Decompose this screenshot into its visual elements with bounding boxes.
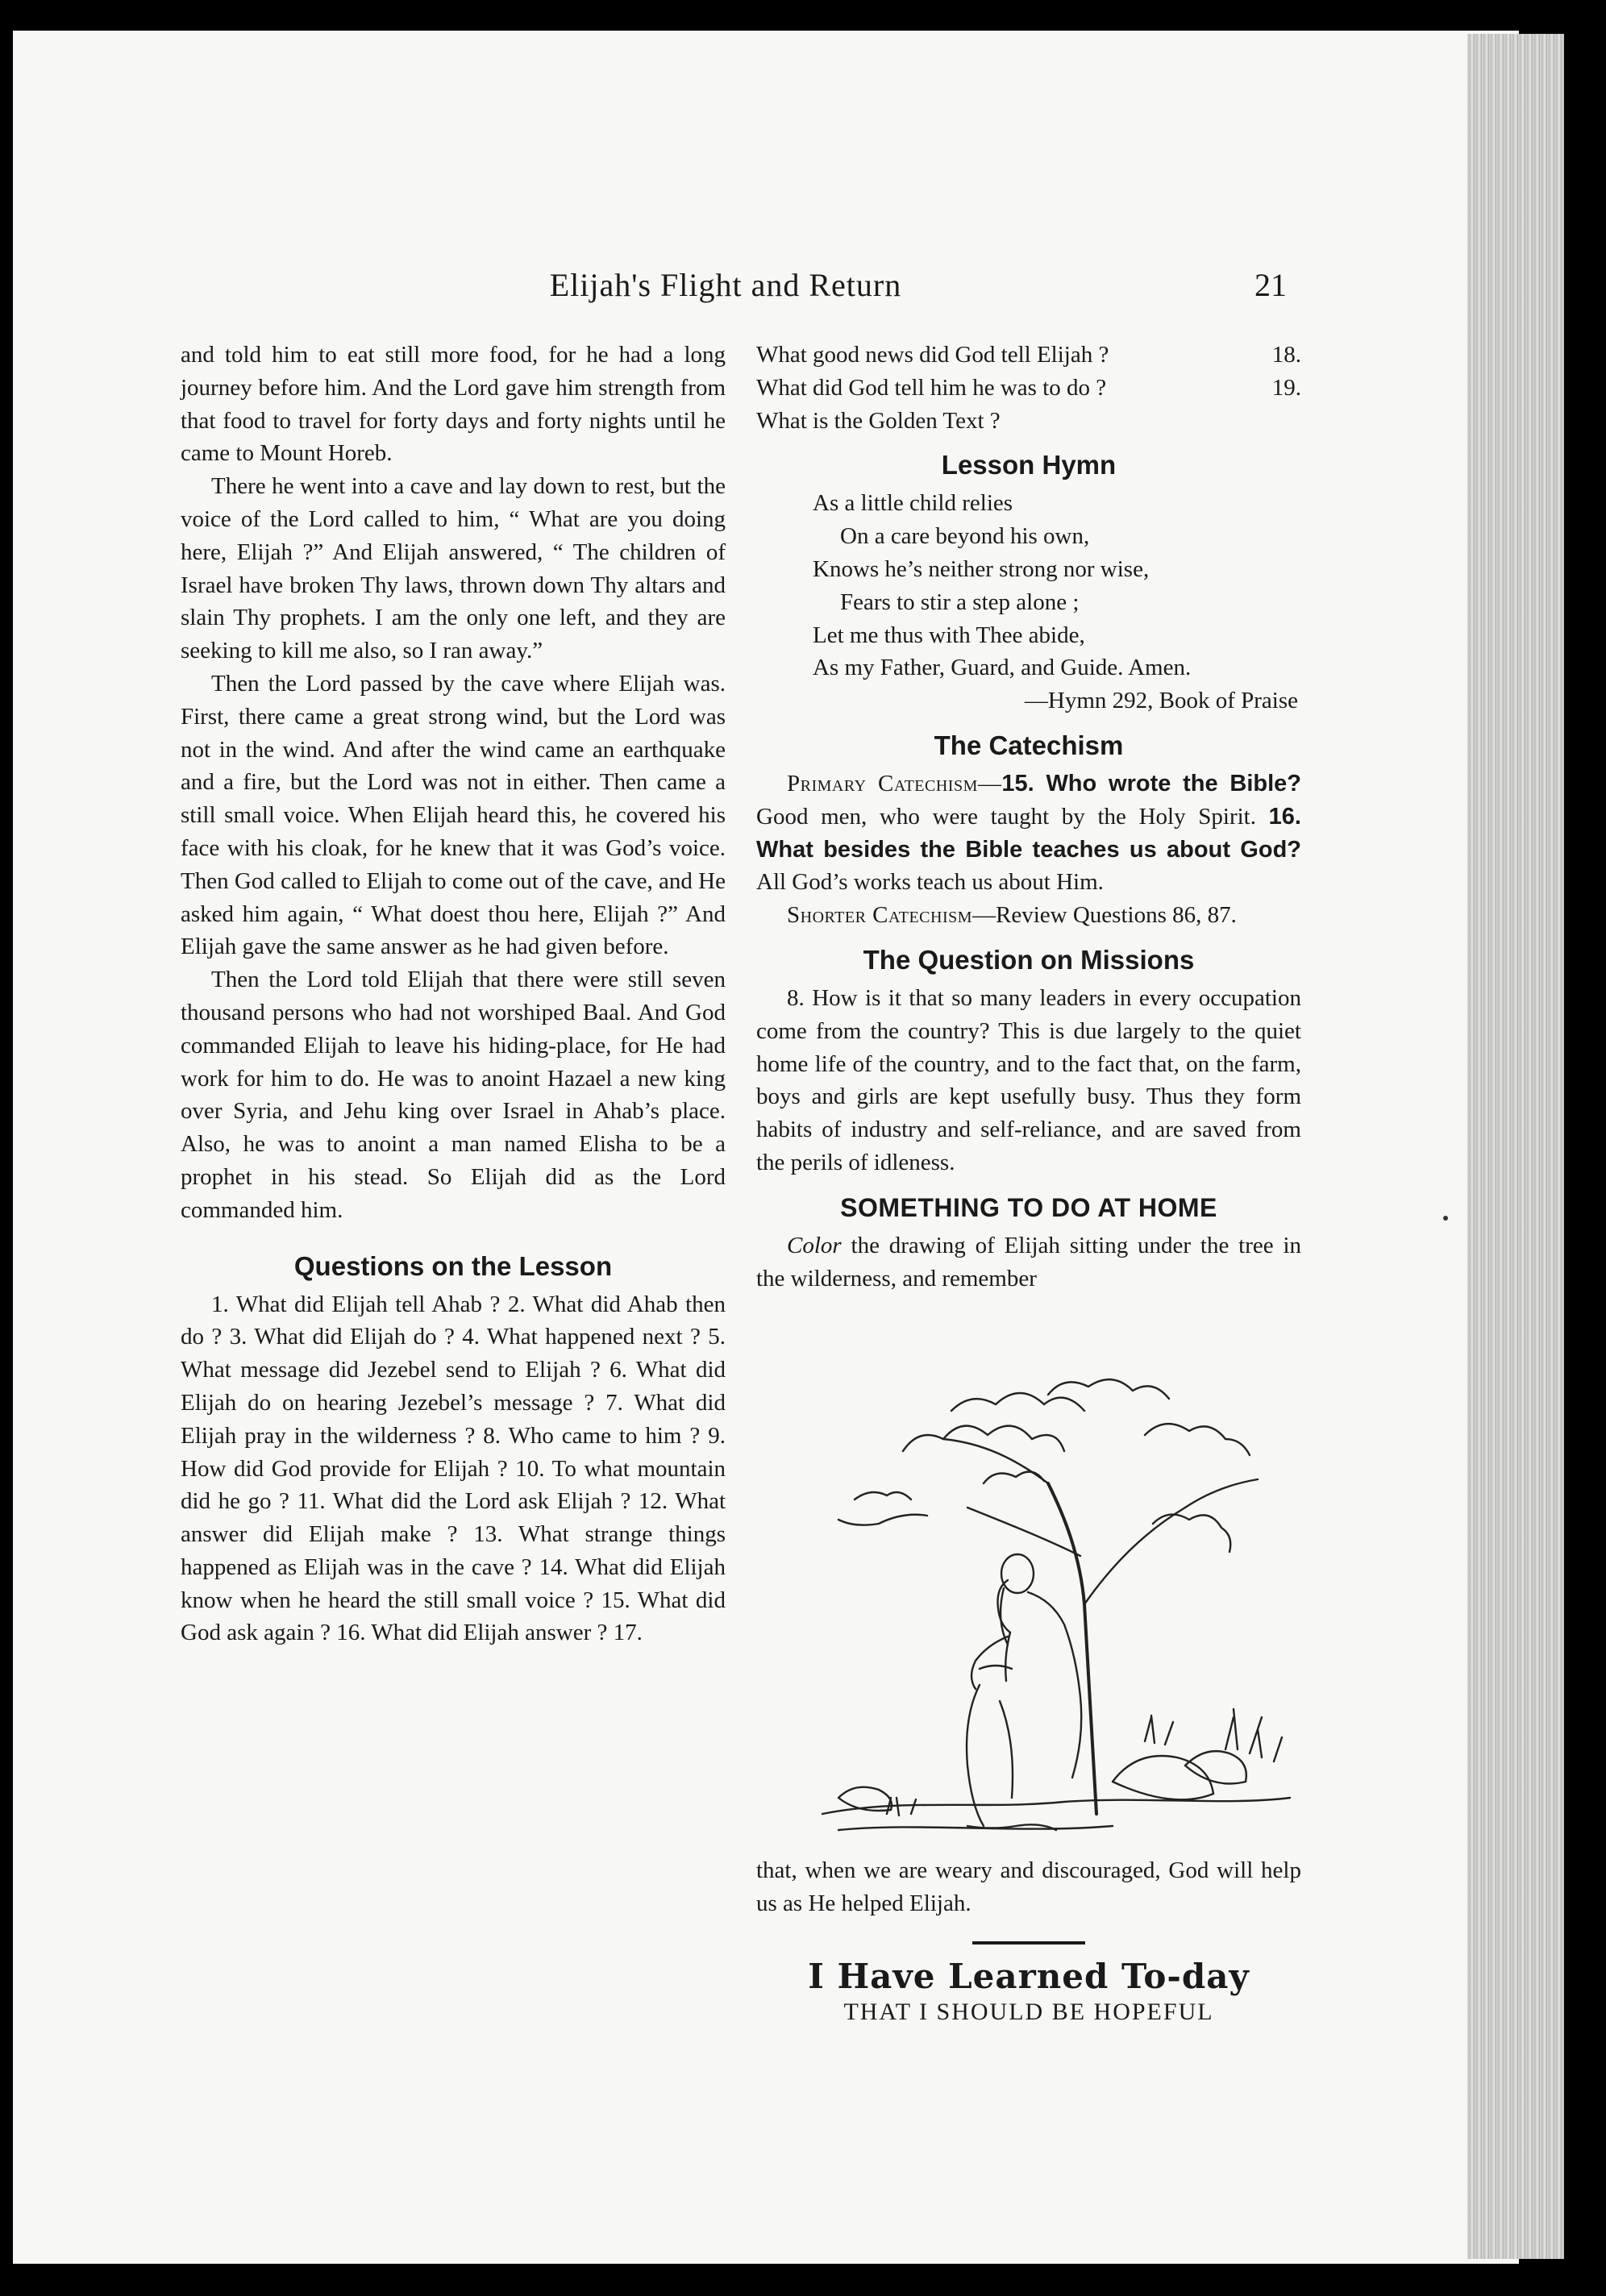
ink-speck: [1443, 1216, 1448, 1221]
question-line: [756, 405, 1301, 438]
story-paragraph: Then the Lord told Elijah that there were still seven thousand persons who had not worshiped Baal. And God commanded Elijah to leave his hiding-place, for He had work for him to do. He was to anoint Hazael a new king over Syria, and Jehu king over Israel in Ahab’s place. Also, he was to anoint a man named Elisha to be a prophet in his stead. So Elijah did as the Lord commanded him.: [181, 967, 726, 1223]
question-line: [756, 372, 1301, 405]
story-paragraph: There he went into a cave and lay down to rest, but the voice of the Lord called to him, “ What are you doing here, Elijah ?” And Elijah answered, “ The children of Israel have broken Thy laws, thrown down Thy altars and slain Thy prophets. I am the only one left, and they are seeking to kill me also, so I ran away.”: [181, 473, 726, 664]
divider-rule: [972, 1941, 1085, 1945]
shorter-catechism: [756, 899, 1301, 932]
hymn-attribution: —Hymn 292, Book of Praise: [1024, 688, 1298, 714]
page-number: 21: [1254, 267, 1287, 303]
questions-heading: Questions on the Lesson: [293, 1250, 613, 1281]
hymn-line: Fears to stir a step alone ;: [840, 589, 1080, 615]
question-text: What good news did God tell Elijah ?: [756, 342, 1109, 368]
story-paragraph: and told him to eat still more food, for he had a long journey before him. And the Lord gave him strength from that food to travel for forty days and forty nights until he came to Mount Horeb.: [181, 342, 726, 467]
home-text-after: that, when we are weary and discouraged, God will help us as He helped Elijah.: [756, 1857, 1301, 1916]
shorter-catechism-label: Shorter Catechism: [787, 902, 973, 929]
primary-catechism: [756, 767, 1301, 899]
hymn-line: As a little child relies: [813, 490, 1013, 517]
primary-a16: All God’s works teach us about Him.: [756, 869, 1104, 896]
hymn-line: Let me thus with Thee abide,: [813, 622, 1085, 648]
hymn-verse: [756, 487, 1301, 718]
question-line: [756, 339, 1301, 372]
primary-catechism-label: Primary Catechism—: [787, 770, 1002, 797]
home-text: [756, 1229, 1301, 1296]
running-head: Elijah's Flight and Return: [549, 267, 902, 303]
questions-text: 1. What did Elijah tell Ahab ? 2. What did Ahab then do ? 3. What did Elijah do ? 4. What happened next ? 5. What message did Jezebel send to Elijah ? 6. What did Elijah do on hearing Jezebel’s message ? 7. What did Elijah pray in the wilderness ? 8. Who came to him ? 9. How did God provide for Elijah ? 10. To what mountain did he go ? 11. What did the Lord ask Elijah ? 12. What answer did Elijah make ? 13. What strange things happened as Elijah was in the cave ? 14. What did Elijah know when he heard the still small voice ? 15. What did God ask again ? 16. What did Elijah answer ? 17.: [181, 1291, 726, 1646]
home-heading: SOMETHING TO DO AT HOME: [840, 1192, 1217, 1222]
question-number: 19.: [1271, 374, 1301, 401]
missions-text: 8. How is it that so many leaders in every occupation come from the country? This is due largely to the quiet home life of the country, and to the fact that, on the farm, boys and girls are kept usefully busy. Thus they form habits of industry and self-reliance, and are saved from the perils of idleness.: [756, 984, 1301, 1175]
hymn-heading: Lesson Hymn: [941, 450, 1117, 480]
question-text: What is the Golden Text ?: [756, 407, 1001, 434]
elijah-under-tree-drawing: [806, 1362, 1306, 1846]
missions-heading: The Question on Missions: [863, 944, 1195, 975]
home-color-word: Color: [787, 1232, 842, 1258]
primary-a15: Good men, who were taught by the Holy Spirit.: [756, 803, 1269, 830]
hymn-line: As my Father, Guard, and Guide. Amen.: [813, 655, 1192, 681]
learned-heading: I Have Learned To-day: [808, 1956, 1250, 1996]
primary-q15: 15. Who wrote the Bible?: [1001, 770, 1301, 797]
primary-q16: 16. What besides the Bible teaches us about God?: [756, 803, 1301, 863]
question-number: 18.: [1271, 342, 1301, 368]
shorter-catechism-text: —Review Questions 86, 87.: [972, 902, 1237, 929]
page-edges: [1467, 34, 1564, 2259]
story-paragraph: Then the Lord passed by the cave where Elijah was. First, there came a great strong wind, but the Lord was not in the wind. And after the wind came an earthquake and a fire, but the Lord was not in either. Then came a still small voice. When Elijah heard this, he covered his face with his cloak, for he knew that it was God’s voice. Then God called to Elijah to come out of the cave, and He asked him again, “ What doest thou here, Elijah ?” And Elijah gave the same answer as he had given before.: [181, 670, 726, 960]
after-illustration-text: [756, 1854, 1301, 2029]
learned-motto: THAT I SHOULD BE HOPEFUL: [843, 1999, 1214, 2026]
left-column: [181, 339, 726, 1649]
hymn-line: On a care beyond his own,: [840, 523, 1090, 550]
catechism-heading: The Catechism: [934, 730, 1124, 760]
home-text-body: the drawing of Elijah sitting under the tree in the wilderness, and remember: [756, 1232, 1301, 1292]
question-text: What did God tell him he was to do ?: [756, 374, 1107, 401]
right-column: [756, 339, 1301, 1295]
hymn-line: Knows he’s neither strong nor wise,: [813, 555, 1150, 582]
